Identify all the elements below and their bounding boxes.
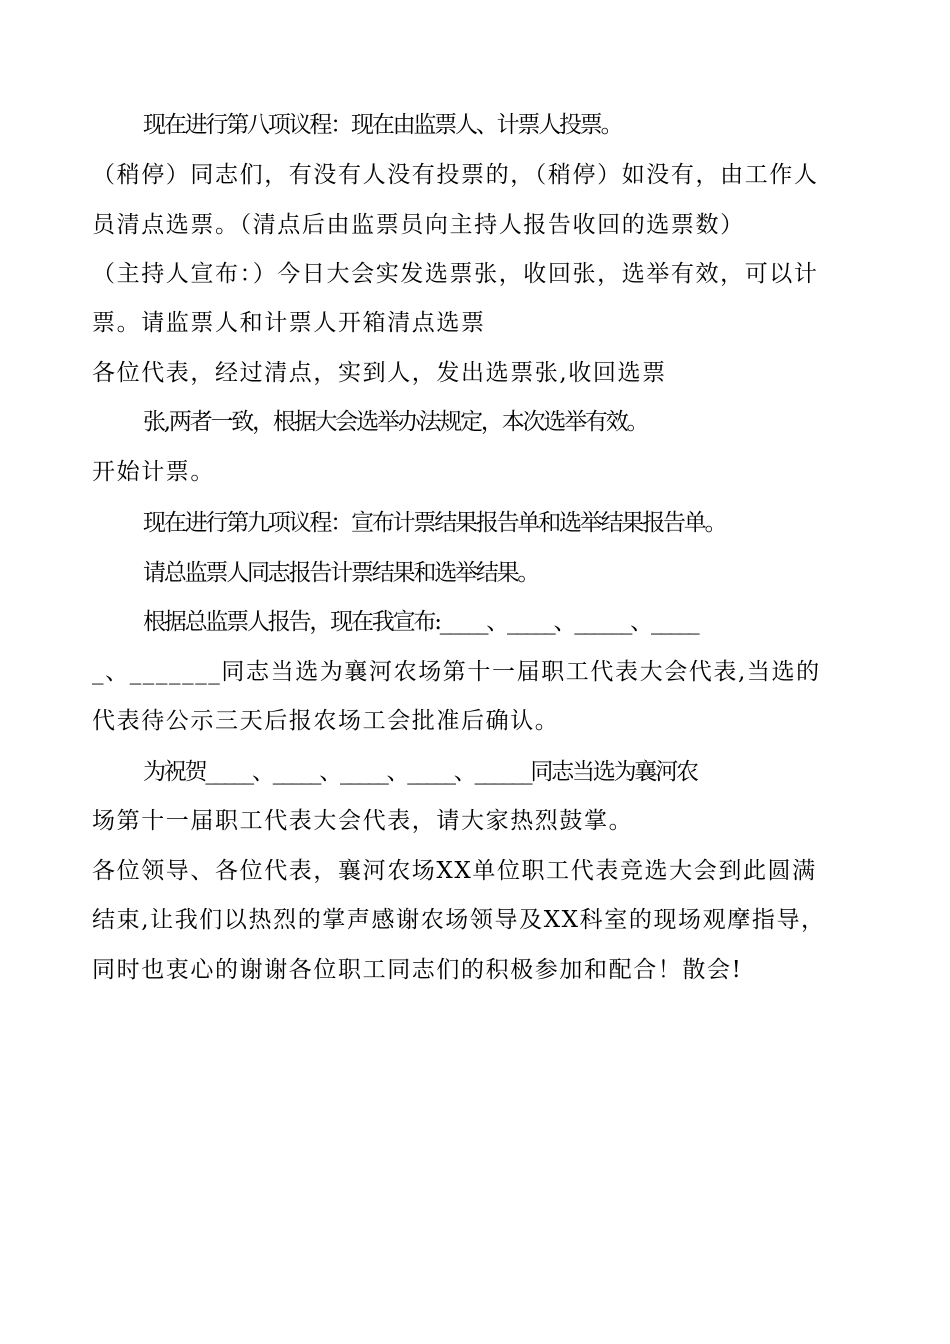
text-line: 请总监票人同志报告计票结果和选举结果。 [143,560,539,586]
text-line: 开始计票。 [92,459,215,485]
text-line: 为祝贺_____、_____、_____、_____、______同志当选为襄河农 [143,759,697,785]
text-line: 场第十一届职工代表大会代表，请大家热烈鼓掌。 [92,808,634,834]
text-line: 各位领导、各位代表，襄河农场XX单位职工代表竞选大会到此圆满 [92,858,817,884]
text-line: 根据总监票人报告，现在我宣布:_____、_____、______、_____ [143,609,698,635]
text-line: _、_______同志当选为襄河农场第十一届职工代表大会代表,当选的 [92,659,821,685]
text-line: 现在进行第九项议程：宣布计票结果报告单和选举结果报告单。 [143,510,726,536]
text-line: （稍停）同志们，有没有人没有投票的，（稍停）如没有，由工作人 [92,162,819,188]
text-line: 张,两者一致，根据大会选举办法规定，本次选举有效。 [143,409,648,435]
text-line: 各位代表，经过清点，实到人，发出选票张,收回选票 [92,360,667,386]
text-line: 现在进行第八项议程：现在由监票人、计票人投票。 [143,112,622,138]
text-line: 代表待公示三天后报农场工会批准后确认。 [92,708,560,734]
text-line: （主持人宣布：）今日大会实发选票张，收回张，选举有效，可以计 [92,261,819,287]
text-line: 员清点选票。（清点后由监票员向主持人报告收回的选票数） [92,212,745,238]
text-line: 结束,让我们以热烈的掌声感谢农场领导及XX科室的现场观摩指导， [92,907,826,933]
text-line: 同时也衷心的谢谢各位职工同志们的积极参加和配合！散会! [92,957,743,983]
text-line: 票。请监票人和计票人开箱清点选票 [92,310,486,336]
